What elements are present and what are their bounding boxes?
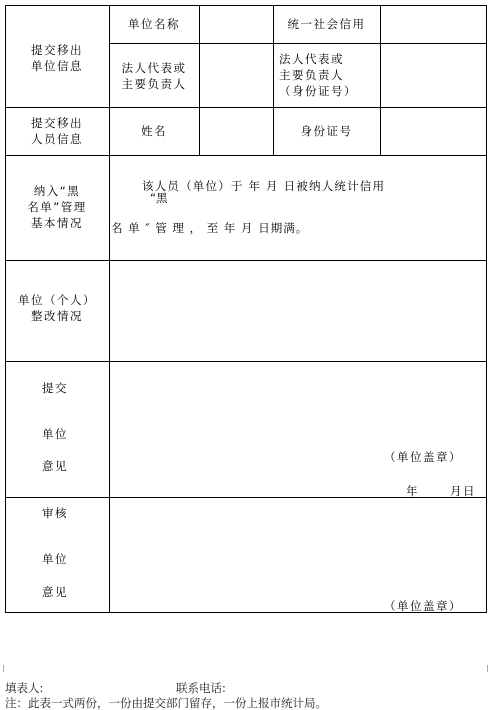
section-person-info-label [5,115,109,147]
label-line: 主要负责人 [121,77,187,91]
phone-label: 联系电话: [176,681,226,695]
label-line: 主要负责人 [279,68,344,82]
section-submit-line2: 单位 [42,427,68,441]
label-line: 法人代表或 [279,52,344,66]
footer-note: 注：此表一式两份，一份由提交部门留存，一份上报市统计局。 [5,696,327,710]
id-number-label: 身份证号 [300,124,353,138]
label-line: 名单”管理 [27,200,87,214]
section-review-line2: 单位 [42,552,68,566]
section-submit-line1: 提交 [42,381,68,395]
section-rectify-label [5,292,109,324]
unit-name-label: 单位名称 [128,17,180,31]
rule-blacklist-bottom [5,260,487,261]
submit-date-year: 年 [406,484,419,498]
legal-rep-id-label [279,51,379,99]
credit-code-label: 统一社会信用 [287,17,366,31]
blacklist-text-line1: 该人员（单位）于 年 月 日被纳人统计信用 [142,179,386,193]
label-line: 提交移出 [31,116,83,130]
label-line: 整改情况 [31,309,83,323]
label-line: 法人代表或 [121,61,187,75]
legal-rep-label [109,60,199,92]
rule-unit-bottom [5,107,487,108]
name-label: 姓名 [141,124,167,138]
section-unit-info-label [5,42,109,74]
label-line: 提交移出 [31,43,83,57]
rule-col2 [199,5,200,156]
section-blacklist-label [5,183,109,231]
review-stamp: （单位盖章） [384,599,462,613]
blacklist-text-quote: “黑 [150,191,168,205]
filler-label: 填表人: [5,681,44,695]
page-corner-mark-left [3,665,4,672]
label-line: 纳入“黑 [33,184,81,198]
rule-top [5,5,487,6]
submit-date-month-day: 月日 [450,484,476,498]
rule-right [486,5,487,613]
submit-stamp: （单位盖章） [384,450,462,464]
section-review-line3: 意见 [42,585,68,599]
rule-label-col [109,5,110,613]
rule-unit-mid [109,43,487,44]
section-submit-line3: 意见 [42,459,68,473]
page-corner-mark-right [487,665,488,672]
section-review-line1: 审核 [42,506,68,520]
label-line: 基本情况 [31,216,83,230]
rule-rectify-bottom [5,361,487,362]
label-line: 单位（个人） [18,293,96,307]
blacklist-text-line2: 名 单 ″ 管 理 ， 至 年 月 日期满。 [111,221,309,235]
label-line: 人员信息 [31,132,83,146]
rule-person-bottom [5,155,487,156]
label-line: 单位信息 [31,59,83,73]
label-line: （身份证号） [279,84,357,98]
rule-col4 [380,5,381,156]
